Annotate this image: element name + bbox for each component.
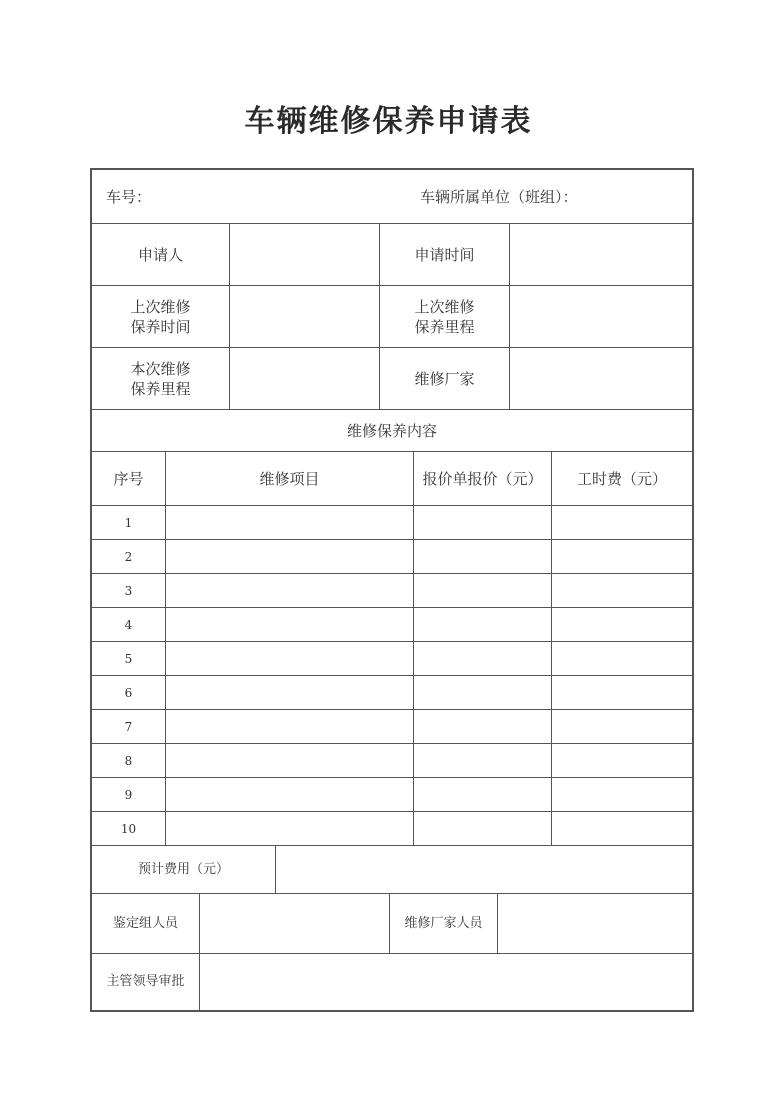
plate-number-label: 车号： [106,188,152,206]
row-index: 9 [92,778,166,812]
applicant-field[interactable] [230,224,380,286]
row-item-cell[interactable] [166,574,414,608]
row-item-cell[interactable] [166,676,414,710]
row-item-cell[interactable] [166,778,414,812]
row-labor-fee-cell[interactable] [552,744,692,778]
maintenance-content-header: 维修保养内容 [92,410,692,452]
appraiser-field[interactable] [200,894,390,954]
row-index: 7 [92,710,166,744]
estimated-cost-label: 预计费用（元） [92,846,276,894]
row-index: 10 [92,812,166,846]
last-maintenance-time-label: 上次维修 保养时间 [92,286,230,348]
row-index: 1 [92,506,166,540]
vehicle-info-row [92,170,692,224]
column-header-labor-fee: 工时费（元） [552,452,692,506]
row-item-cell[interactable] [166,540,414,574]
row-item-cell[interactable] [166,506,414,540]
row-quote-cell[interactable] [414,676,552,710]
last-maintenance-mileage-field[interactable] [510,286,692,348]
row-item-cell[interactable] [166,812,414,846]
row-index: 3 [92,574,166,608]
apply-time-label: 申请时间 [380,224,510,286]
approval-field[interactable] [200,954,692,1010]
row-labor-fee-cell[interactable] [552,778,692,812]
row-item-cell[interactable] [166,642,414,676]
form-title: 车辆维修保养申请表 [244,104,533,139]
column-header-quote: 报价单报价（元） [414,452,552,506]
this-maintenance-mileage-label: 本次维修 保养里程 [92,348,230,410]
row-item-cell[interactable] [166,710,414,744]
applicant-label: 申请人 [92,224,230,286]
estimated-cost-field[interactable] [276,846,692,894]
row-labor-fee-cell[interactable] [552,676,692,710]
row-index: 4 [92,608,166,642]
row-quote-cell[interactable] [414,744,552,778]
row-labor-fee-cell[interactable] [552,710,692,744]
last-maintenance-mileage-label: 上次维修 保养里程 [380,286,510,348]
row-quote-cell[interactable] [414,710,552,744]
row-quote-cell[interactable] [414,608,552,642]
row-quote-cell[interactable] [414,574,552,608]
row-quote-cell[interactable] [414,642,552,676]
row-labor-fee-cell[interactable] [552,608,692,642]
row-index: 6 [92,676,166,710]
row-quote-cell[interactable] [414,540,552,574]
row-index: 5 [92,642,166,676]
row-labor-fee-cell[interactable] [552,812,692,846]
approval-label: 主管领导审批 [92,954,200,1010]
column-header-item: 维修项目 [166,452,414,506]
maintenance-application-form [90,168,694,1012]
row-labor-fee-cell[interactable] [552,642,692,676]
row-index: 2 [92,540,166,574]
factory-staff-field[interactable] [498,894,692,954]
vehicle-unit-label: 车辆所属单位（班组）： [420,188,578,206]
row-quote-cell[interactable] [414,812,552,846]
this-maintenance-mileage-field[interactable] [230,348,380,410]
last-maintenance-time-field[interactable] [230,286,380,348]
column-header-index: 序号 [92,452,166,506]
row-labor-fee-cell[interactable] [552,574,692,608]
row-labor-fee-cell[interactable] [552,540,692,574]
row-quote-cell[interactable] [414,506,552,540]
apply-time-field[interactable] [510,224,692,286]
factory-staff-label: 维修厂家人员 [390,894,498,954]
row-item-cell[interactable] [166,608,414,642]
repair-factory-label: 维修厂家 [380,348,510,410]
repair-factory-field[interactable] [510,348,692,410]
row-index: 8 [92,744,166,778]
row-item-cell[interactable] [166,744,414,778]
row-quote-cell[interactable] [414,778,552,812]
row-labor-fee-cell[interactable] [552,506,692,540]
appraiser-label: 鉴定组人员 [92,894,200,954]
